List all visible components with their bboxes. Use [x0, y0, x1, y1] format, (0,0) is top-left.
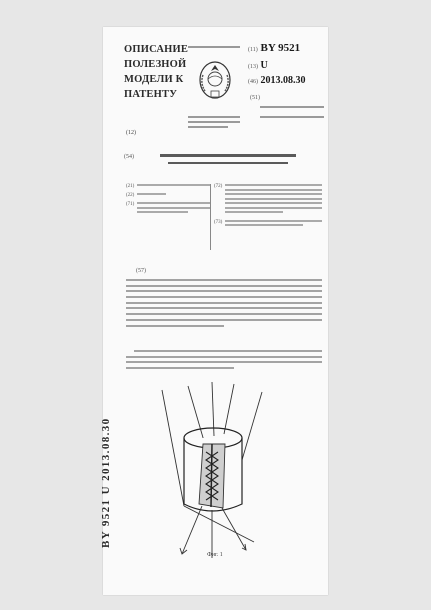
document-kind: [248, 60, 268, 71]
emblem-icon: [196, 57, 234, 103]
ipc-line: [260, 106, 324, 108]
side-patent-number: BY 9521 U 2013.08.30: [100, 417, 112, 548]
ipc-line: [260, 116, 324, 118]
document-title: [124, 42, 188, 102]
code-57-label: (57): [136, 268, 146, 274]
office-header: [188, 44, 240, 48]
code-11-label: (11): [248, 47, 258, 53]
office-lines: [188, 116, 240, 131]
kind-value: U: [260, 60, 268, 71]
model-name: [160, 154, 296, 169]
patent-number-value: BY 9521: [260, 42, 301, 54]
code-54-label: (54): [124, 154, 134, 160]
patent-number: [248, 42, 300, 54]
publication-date-value: 2013.08.30: [260, 75, 306, 86]
title-line-3: МОДЕЛИ К: [124, 74, 184, 85]
figure-drawing: [154, 382, 278, 560]
publication-date: [248, 75, 306, 86]
abstract-paragraph-2: [126, 350, 322, 373]
code-13-label: (13): [248, 64, 258, 70]
code-46-label: (46): [248, 79, 258, 85]
abstract-paragraph-1: [126, 279, 322, 330]
code-51-label: (51): [250, 95, 260, 101]
bibliographic-data: (21) (22) (71) (72) (73): [126, 184, 322, 254]
code-12-label: (12): [126, 130, 136, 136]
title-line-2: ПОЛЕЗНОЙ: [124, 59, 187, 70]
title-line-4: ПАТЕНТУ: [124, 89, 178, 100]
figure-caption: Фиг. 1: [207, 552, 223, 558]
title-line-1: ОПИСАНИЕ: [124, 44, 189, 55]
